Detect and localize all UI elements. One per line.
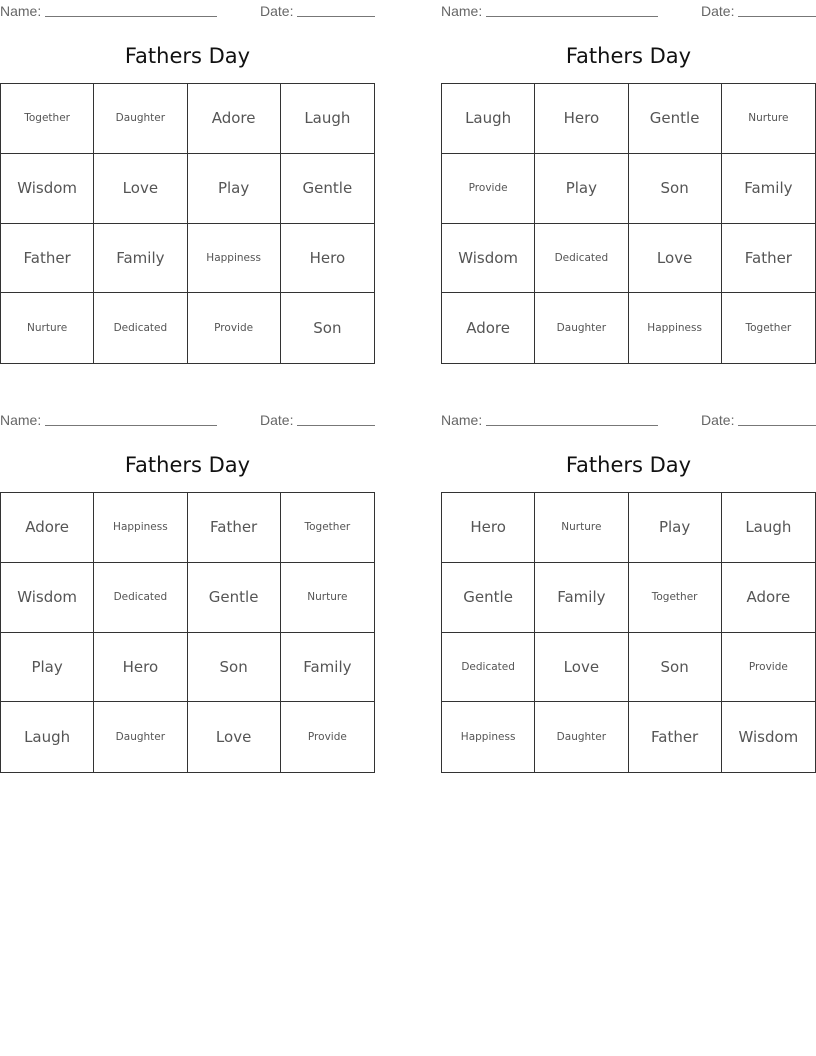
name-label: Name: [441, 412, 483, 428]
card-header [441, 2, 816, 20]
bingo-cell[interactable]: Play [629, 493, 722, 563]
date-label: Date: [701, 3, 735, 19]
bingo-cell[interactable]: Nurture [1, 293, 94, 363]
bingo-cell[interactable]: Family [535, 563, 628, 633]
bingo-cell[interactable]: Play [1, 633, 94, 703]
bingo-cell[interactable]: Happiness [188, 224, 281, 294]
bingo-cell[interactable]: Daughter [94, 84, 187, 154]
bingo-grid [0, 492, 375, 773]
bingo-cell[interactable]: Father [1, 224, 94, 294]
bingo-cell[interactable]: Together [629, 563, 722, 633]
date-field-line[interactable] [738, 411, 816, 426]
bingo-card [441, 409, 816, 773]
bingo-cell[interactable]: Happiness [442, 702, 535, 772]
bingo-cell[interactable]: Nurture [722, 84, 815, 154]
bingo-cell[interactable]: Play [188, 154, 281, 224]
card-title: Fathers Day [565, 453, 692, 477]
bingo-cell[interactable]: Dedicated [94, 563, 187, 633]
date-label: Date: [701, 412, 735, 428]
bingo-cell[interactable]: Gentle [442, 563, 535, 633]
bingo-cell[interactable]: Nurture [281, 563, 374, 633]
name-label: Name: [0, 3, 42, 19]
bingo-cell[interactable]: Wisdom [442, 224, 535, 294]
card-header [0, 411, 375, 429]
card-header [441, 411, 816, 429]
bingo-cell[interactable]: Hero [281, 224, 374, 294]
bingo-cell[interactable]: Laugh [722, 493, 815, 563]
bingo-cell[interactable]: Provide [307, 731, 347, 744]
date-label: Date: [260, 3, 294, 19]
bingo-cell[interactable]: Provide [188, 293, 281, 363]
bingo-grid [441, 492, 816, 773]
bingo-cell[interactable]: Family [94, 224, 187, 294]
bingo-cell[interactable]: Father [629, 702, 722, 772]
card-title: Fathers Day [565, 44, 692, 68]
bingo-cell[interactable]: Love [94, 154, 187, 224]
bingo-cell[interactable]: Family [281, 633, 374, 703]
bingo-cell[interactable]: Adore [442, 293, 535, 363]
date-label: Date: [260, 412, 294, 428]
bingo-cell[interactable]: Adore [1, 493, 94, 563]
bingo-cell[interactable]: Happiness [94, 493, 187, 563]
bingo-cell[interactable]: Daughter [535, 293, 628, 363]
bingo-cell[interactable]: Together [1, 84, 94, 154]
bingo-cell[interactable]: Play [535, 154, 628, 224]
bingo-grid [441, 83, 816, 364]
bingo-cell[interactable]: Gentle [281, 154, 374, 224]
name-label: Name: [0, 412, 42, 428]
bingo-cell[interactable]: Love [535, 633, 628, 703]
date-field-line[interactable] [738, 2, 816, 17]
bingo-cell[interactable]: Laugh [281, 84, 374, 154]
bingo-cell[interactable]: Love [629, 224, 722, 294]
bingo-cell[interactable]: Daughter [535, 702, 628, 772]
name-field-line[interactable] [486, 411, 658, 426]
bingo-cell[interactable]: Dedicated [442, 633, 535, 703]
bingo-cell[interactable]: Nurture [535, 493, 628, 563]
bingo-cell[interactable]: Provide [442, 154, 535, 224]
date-field-line[interactable] [297, 411, 375, 426]
name-label: Name: [441, 3, 483, 19]
bingo-cell[interactable]: Son [188, 633, 281, 703]
bingo-cell[interactable]: Father [722, 224, 815, 294]
bingo-cell[interactable]: Wisdom [1, 154, 94, 224]
bingo-cell[interactable]: Hero [535, 84, 628, 154]
bingo-cell[interactable]: Adore [188, 84, 281, 154]
bingo-cell[interactable]: Son [629, 154, 722, 224]
bingo-cell[interactable]: Father [188, 493, 281, 563]
bingo-cell[interactable]: Gentle [629, 84, 722, 154]
bingo-cell[interactable]: Love [188, 702, 281, 772]
bingo-card [0, 409, 375, 773]
bingo-cell[interactable]: Wisdom [1, 563, 94, 633]
bingo-cell[interactable]: Provide [722, 633, 815, 703]
bingo-cell[interactable]: Adore [722, 563, 815, 633]
bingo-cell[interactable]: Together [745, 322, 792, 335]
card-title: Fathers Day [124, 44, 251, 68]
bingo-cell[interactable]: Daughter [94, 702, 187, 772]
card-title: Fathers Day [124, 453, 251, 477]
bingo-cell[interactable]: Son [629, 633, 722, 703]
name-field-line[interactable] [486, 2, 658, 17]
bingo-cell[interactable]: Together [281, 493, 374, 563]
bingo-cell[interactable]: Dedicated [535, 224, 628, 294]
bingo-cell[interactable]: Son [313, 319, 342, 338]
card-header [0, 2, 375, 20]
bingo-cell[interactable]: Dedicated [94, 293, 187, 363]
bingo-cell[interactable]: Happiness [629, 293, 722, 363]
bingo-cell[interactable]: Gentle [188, 563, 281, 633]
bingo-card [441, 0, 816, 364]
name-field-line[interactable] [45, 411, 217, 426]
name-field-line[interactable] [45, 2, 217, 17]
bingo-cell[interactable]: Wisdom [738, 728, 799, 747]
bingo-cell[interactable]: Laugh [442, 84, 535, 154]
bingo-cell[interactable]: Family [722, 154, 815, 224]
bingo-cell[interactable]: Hero [94, 633, 187, 703]
bingo-card [0, 0, 375, 364]
bingo-cell[interactable]: Laugh [1, 702, 94, 772]
bingo-cell[interactable]: Hero [442, 493, 535, 563]
date-field-line[interactable] [297, 2, 375, 17]
bingo-grid [0, 83, 375, 364]
